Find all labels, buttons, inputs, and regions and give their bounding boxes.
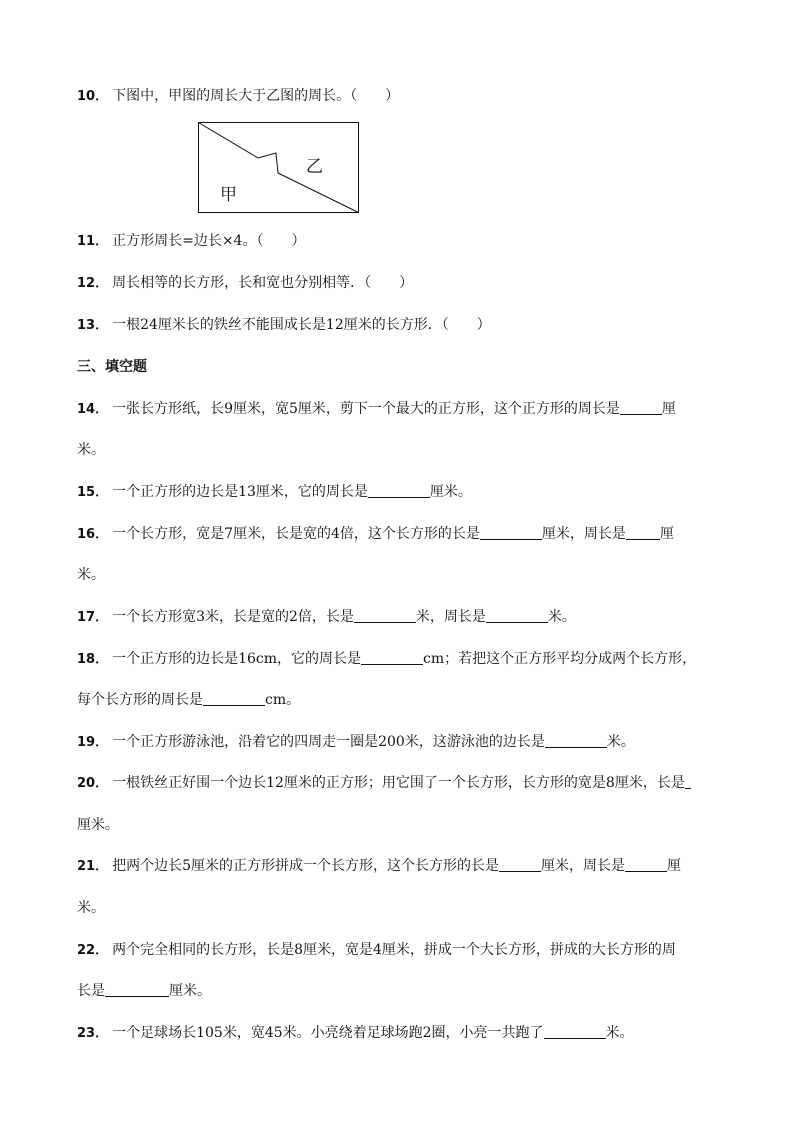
question-number: 11． <box>77 234 109 249</box>
question-text: 厘米。 <box>77 817 119 833</box>
question-number: 20． <box>77 776 109 791</box>
question-18-continued <box>77 690 300 710</box>
question-number: 16． <box>77 527 109 542</box>
question-text: 一个长方形，宽是7厘米，长是宽的4倍，这个长方形的长是 <box>112 526 480 542</box>
question-number: 14． <box>77 402 109 417</box>
answer-blank[interactable] <box>620 400 662 415</box>
answer-blank[interactable] <box>105 982 169 997</box>
question-20-continued <box>77 815 119 835</box>
question-12 <box>77 273 413 294</box>
label-jia: 甲 <box>220 185 237 205</box>
answer-blank[interactable] <box>499 857 541 872</box>
question-18 <box>77 649 696 670</box>
question-text: 厘米，周长是 <box>541 858 625 874</box>
question-text: 正方形周长=边长×4。（ ） <box>112 233 306 249</box>
question-text: 米。 <box>547 609 576 625</box>
question-15 <box>77 482 472 503</box>
question-14 <box>77 399 676 420</box>
question-10 <box>77 86 399 107</box>
label-yi: 乙 <box>306 157 323 177</box>
question-number: 19． <box>77 735 109 750</box>
question-text: 米。 <box>605 1025 634 1041</box>
question-16-continued <box>77 565 105 585</box>
question-text: 一个正方形的边长是13厘米，它的周长是 <box>112 484 368 500</box>
perimeter-comparison-figure <box>198 122 360 214</box>
answer-blank[interactable] <box>368 483 430 498</box>
question-16 <box>77 524 674 545</box>
question-number: 23． <box>77 1026 109 1041</box>
question-text: 米。 <box>77 900 105 916</box>
question-text: 一根铁丝正好围一个边长12厘米的正方形；用它围了一个长方形，长方形的宽是8厘米，长是 <box>112 775 685 791</box>
question-text: 长是 <box>77 983 105 999</box>
answer-blank[interactable] <box>544 1024 606 1039</box>
question-number: 17． <box>77 610 109 625</box>
question-19 <box>77 732 635 753</box>
question-text: 两个完全相同的长方形，长是8厘米，宽是4厘米，拼成一个大长方形，拼成的大长方形的周 <box>112 942 676 958</box>
question-text: 厘米。 <box>169 983 211 999</box>
question-number: 22． <box>77 943 109 958</box>
answer-blank[interactable] <box>486 608 548 623</box>
question-text: 米。 <box>606 734 635 750</box>
question-text: 厘 <box>659 526 674 542</box>
question-11 <box>77 231 305 252</box>
answer-blank[interactable] <box>625 857 667 872</box>
answer-blank[interactable] <box>626 525 660 540</box>
answer-blank[interactable] <box>354 608 416 623</box>
question-22-continued <box>77 981 211 1001</box>
question-text: 一根24厘米长的铁丝不能围成长是12厘米的长方形．（ ） <box>112 317 491 333</box>
question-text: 每个长方形的周长是 <box>77 692 203 708</box>
question-text: 厘 <box>661 401 676 417</box>
answer-blank[interactable] <box>685 774 691 789</box>
question-text: 一个足球场长105米，宽45米。小亮绕着足球场跑2圈，小亮一共跑了 <box>112 1025 544 1041</box>
question-number: 21． <box>77 859 109 874</box>
answer-blank[interactable] <box>203 691 265 706</box>
question-number: 12． <box>77 276 109 291</box>
question-text: 一个正方形的边长是16cm，它的周长是 <box>112 651 362 667</box>
question-number: 10． <box>77 89 109 104</box>
question-21-continued <box>77 898 105 918</box>
question-text: cm；若把这个正方形平均分成两个长方形， <box>423 651 697 667</box>
question-21 <box>77 856 681 877</box>
answer-blank[interactable] <box>545 733 607 748</box>
question-17 <box>77 607 576 628</box>
question-23 <box>77 1023 634 1044</box>
question-text: 一张长方形纸，长9厘米，宽5厘米，剪下一个最大的正方形，这个正方形的周长是 <box>112 401 620 417</box>
question-text: 把两个边长5厘米的正方形拼成一个长方形，这个长方形的长是 <box>112 858 499 874</box>
question-text: 下图中，甲图的周长大于乙图的周长。（ ） <box>112 88 400 104</box>
question-text: 一个正方形游泳池，沿着它的四周走一圈是200米，这游泳池的边长是 <box>112 734 545 750</box>
question-text: 厘 <box>667 858 681 874</box>
question-text: 米，周长是 <box>415 609 486 625</box>
question-text: 周长相等的长方形，长和宽也分别相等．（ ） <box>112 275 414 291</box>
section-title: 三、填空题 <box>77 359 147 375</box>
question-text: 米。 <box>77 567 105 583</box>
question-text: 厘米。 <box>429 484 472 500</box>
question-22 <box>77 940 676 961</box>
question-text: 厘米，周长是 <box>541 526 626 542</box>
question-number: 18． <box>77 652 109 667</box>
question-13 <box>77 315 491 336</box>
answer-blank[interactable] <box>480 525 542 540</box>
question-text: cm。 <box>265 692 301 708</box>
question-14-continued <box>77 440 105 460</box>
answer-blank[interactable] <box>361 650 423 665</box>
question-20 <box>77 773 691 794</box>
question-number: 13． <box>77 318 109 333</box>
question-number: 15． <box>77 485 109 500</box>
question-text: 一个长方形宽3米，长是宽的2倍，长是 <box>112 609 354 625</box>
question-text: 米。 <box>77 442 105 458</box>
